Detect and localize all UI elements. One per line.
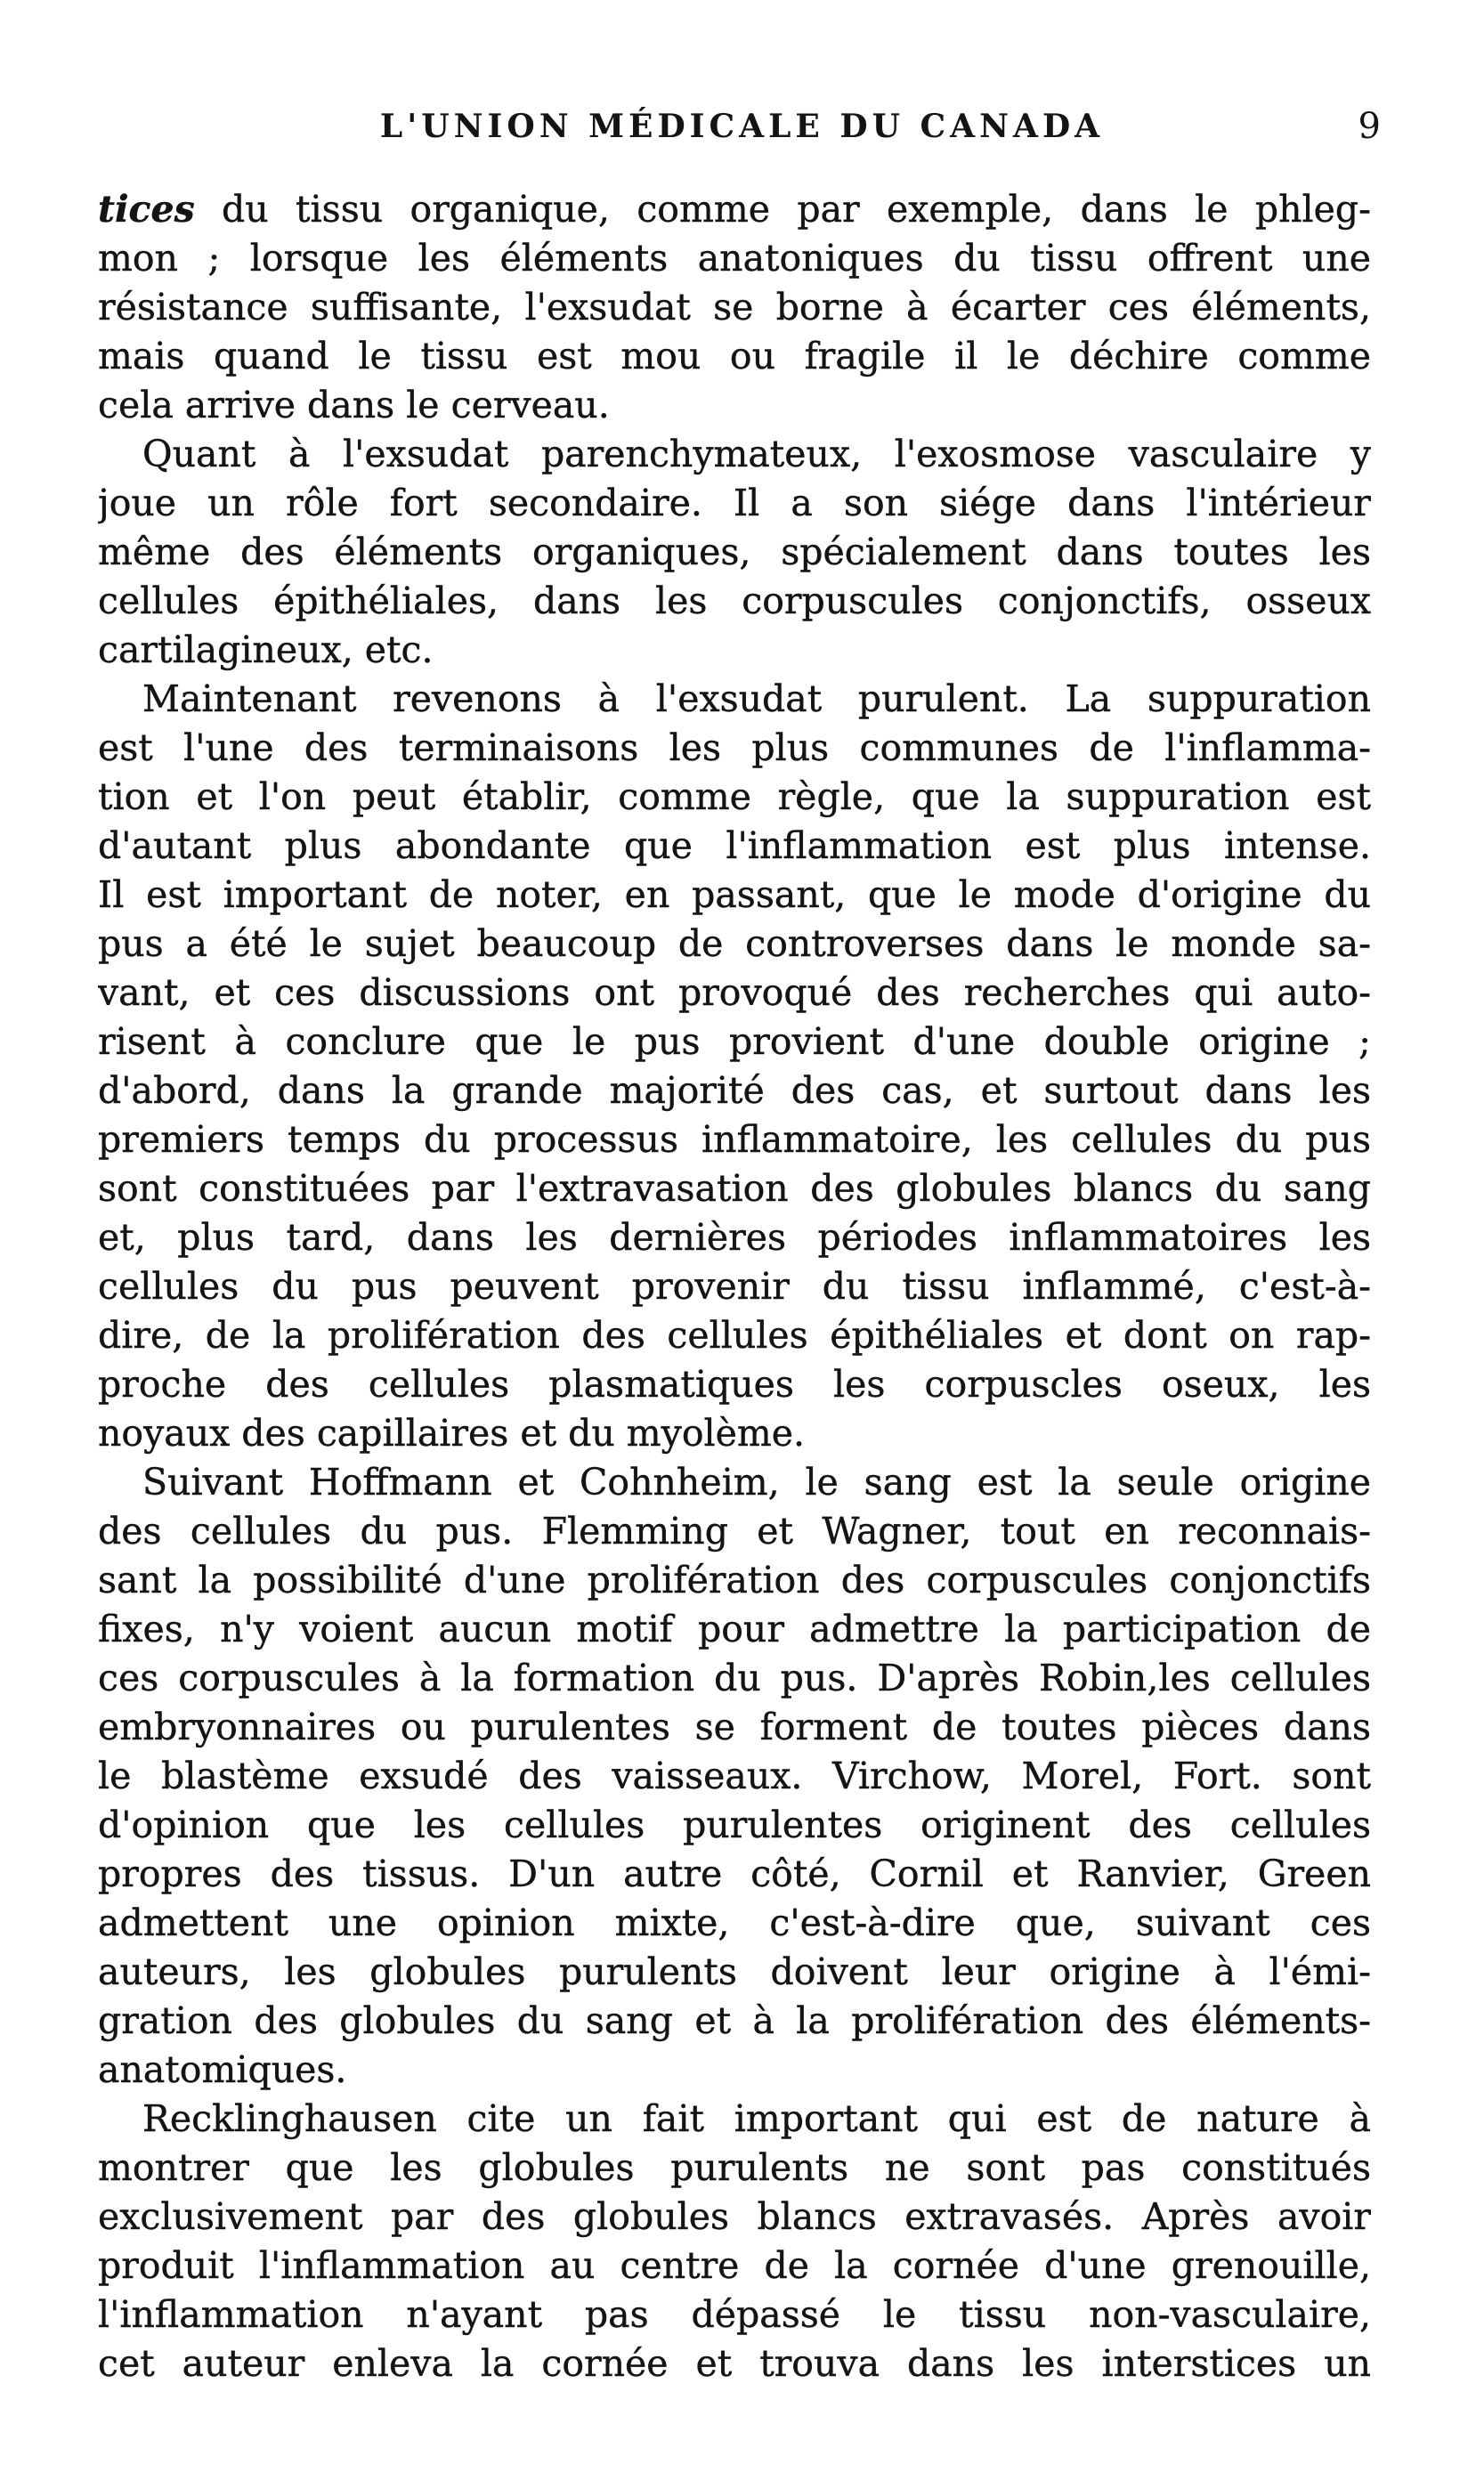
text-line: pus a été le sujet beaucoup de controverses dans le monde sa- bbox=[98, 922, 1371, 965]
text-line: des cellules du pus. Flemming et Wagner, tout en reconnais- bbox=[98, 1510, 1371, 1553]
text-line: noyaux des capillaires et du myolème. bbox=[98, 1412, 806, 1455]
text-line: d'abord, dans la grande majorité des cas, et surtout dans les bbox=[98, 1069, 1371, 1112]
text-line: gration des globules du sang et à la prolifération des éléments- bbox=[98, 1999, 1371, 2042]
text-line: cet auteur enleva la cornée et trouva dans les interstices un bbox=[98, 2342, 1371, 2385]
text-line: vant, et ces discussions ont provoqué des recherches qui auto- bbox=[98, 971, 1371, 1014]
text-line: montrer que les globules purulents ne sont pas constitués bbox=[98, 2146, 1371, 2189]
text-line: d'opinion que les cellules purulentes originent des cellules bbox=[98, 1804, 1371, 1846]
text-line: d'autant plus abondante que l'inflammation est plus intense. bbox=[98, 824, 1371, 867]
text-line: résistance suffisante, l'exsudat se borne à écarter ces éléments, bbox=[98, 286, 1371, 328]
text-line: Suivant Hoffmann et Cohnheim, le sang est la seule origine bbox=[142, 1461, 1371, 1504]
text-line: joue un rôle fort secondaire. Il a son siége dans l'intérieur bbox=[98, 482, 1371, 524]
text-line: exclusivement par des globules blancs extravasés. Après avoir bbox=[98, 2195, 1371, 2238]
text-line: ces corpuscules à la formation du pus. D'après Robin,les cellules bbox=[98, 1657, 1371, 1699]
text-line: proche des cellules plasmatiques les corpuscles oseux, les bbox=[98, 1363, 1371, 1406]
text-line: anatomiques. bbox=[98, 2048, 347, 2091]
text-line: mon ; lorsque les éléments anatoniques du tissu offrent une bbox=[98, 237, 1371, 280]
text-line: sont constituées par l'extravasation des globules blancs du sang bbox=[98, 1167, 1371, 1210]
text-line-rest: du tissu organique, comme par exemple, dans le phleg- bbox=[194, 188, 1371, 231]
text-line: produit l'inflammation au centre de la cornée d'une grenouille, bbox=[98, 2244, 1371, 2287]
page-number: 9 bbox=[1358, 106, 1381, 147]
text-line: l'inflammation n'ayant pas dépassé le tissu non-vasculaire, bbox=[98, 2293, 1371, 2336]
text-line: embryonnaires ou purulentes se forment de toutes pièces dans bbox=[98, 1706, 1371, 1748]
text-line: cartilagineux, etc. bbox=[98, 628, 434, 671]
text-line: sant la possibilité d'une prolifération des corpuscules conjonctifs bbox=[98, 1559, 1371, 1601]
text-line: Quant à l'exsudat parenchymateux, l'exosmose vasculaire y bbox=[142, 433, 1371, 475]
text-line: est l'une des terminaisons les plus communes de l'inflamma- bbox=[98, 726, 1371, 769]
text-line: Maintenant revenons à l'exsudat purulent. La suppuration bbox=[142, 677, 1371, 720]
text-line: admettent une opinion mixte, c'est-à-dire que, suivant ces bbox=[98, 1901, 1371, 1944]
text-line: et, plus tard, dans les dernières périodes inflammatoires les bbox=[98, 1216, 1371, 1259]
text-line: fixes, n'y voient aucun motif pour admettre la participation de bbox=[98, 1608, 1371, 1650]
text-line: Recklinghausen cite un fait important qui est de nature à bbox=[142, 2097, 1371, 2140]
text-line: cellules épithéliales, dans les corpuscules conjonctifs, osseux bbox=[98, 580, 1371, 622]
text-line: propres des tissus. D'un autre côté, Cornil et Ranvier, Green bbox=[98, 1853, 1371, 1895]
text-line bbox=[98, 185, 1371, 234]
text-line: même des éléments organiques, spécialement dans toutes les bbox=[98, 531, 1371, 573]
text-line: dire, de la prolifération des cellules épithéliales et dont on rap- bbox=[98, 1314, 1371, 1357]
text-line: risent à conclure que le pus provient d'une double origine ; bbox=[98, 1020, 1371, 1063]
running-head bbox=[0, 100, 1484, 153]
text-line: mais quand le tissu est mou ou fragile il le déchire comme bbox=[98, 335, 1371, 377]
text-line: premiers temps du processus inflammatoire, les cellules du pus bbox=[98, 1118, 1371, 1161]
text-line: cellules du pus peuvent provenir du tissu inflammé, c'est-à- bbox=[98, 1265, 1371, 1308]
continued-word: tices bbox=[98, 188, 195, 231]
text-line: cela arrive dans le cerveau. bbox=[98, 384, 610, 426]
text-line: le blastème exsudé des vaisseaux. Virchow, Morel, Fort. sont bbox=[98, 1755, 1371, 1797]
text-line: auteurs, les globules purulents doivent leur origine à l'émi- bbox=[98, 1950, 1371, 1993]
text-line: tion et l'on peut établir, comme règle, que la suppuration est bbox=[98, 775, 1371, 818]
body-text bbox=[98, 185, 1371, 2388]
text-line: Il est important de noter, en passant, que le mode d'origine du bbox=[98, 873, 1371, 916]
journal-title: L'UNION MÉDICALE DU CANADA bbox=[379, 108, 1105, 145]
